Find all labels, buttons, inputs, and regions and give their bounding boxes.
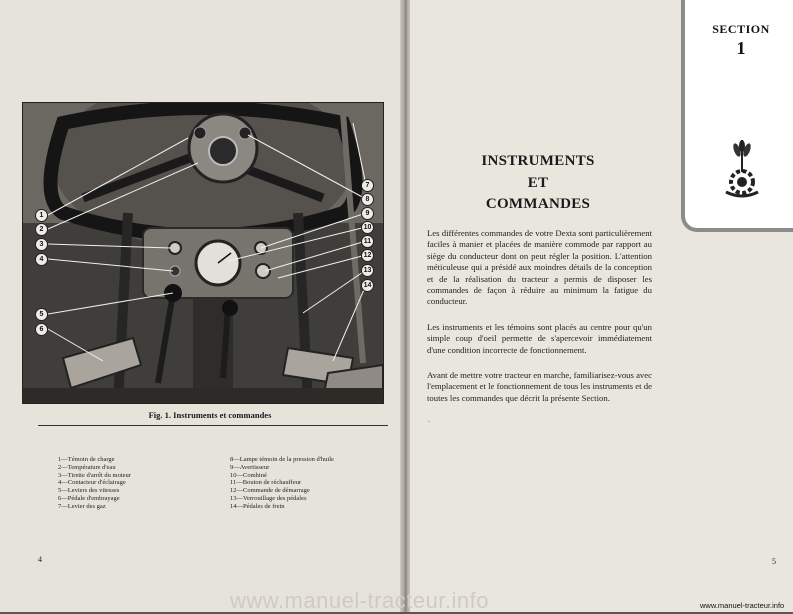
legend-item: 10—Combiné — [230, 471, 267, 479]
legend-item: 3—Tirette d'arrêt du moteur — [58, 471, 131, 479]
callout-5: 5 — [35, 308, 48, 321]
legend-item: 2—Température d'eau — [58, 463, 116, 471]
gear-wheat-emblem-icon — [723, 138, 761, 202]
callout-3: 3 — [35, 238, 48, 251]
legend-item: 6—Pédale d'embrayage — [58, 494, 120, 502]
legend-item: 14—Pédales de frein — [230, 502, 285, 510]
page-number-right: 5 — [772, 557, 776, 566]
legend-column-1 — [58, 456, 131, 511]
section-number: 1 — [736, 38, 746, 58]
legend-item: 11—Bouton de réchauffeur — [230, 479, 302, 487]
section-tab — [681, 0, 793, 232]
title-line: ET — [527, 174, 549, 191]
paragraph-2: Les instruments et les témoins sont placés au centre pour qu'un simple coup d'oeil permette de s'apercevoir immédiatement d'une condition incorrecte de fonctionnement. — [427, 322, 652, 355]
callout-14: 14 — [361, 279, 374, 292]
paragraph-1: Les différentes commandes de votre Dexta sont particulièrement faciles à manier et placées de manière commode par rapport au siège du conducteur dont on peut régler la position. L'attention méticuleuse qui a présidé aux moindres détails de la conception et de la réalisation du tracteur a permis de disposer les commandes de façon à réduire au minimum la fatigue du conducteur. — [427, 228, 652, 307]
legend-item: 1—Témoin de charge — [58, 456, 115, 463]
figure-caption: Fig. 1. Instruments et commandes — [148, 410, 272, 420]
legend-item: 4—Contacteur d'éclairage — [58, 479, 126, 487]
stray-mark: . — [428, 416, 430, 424]
callout-1: 1 — [35, 209, 48, 222]
page-title — [448, 151, 628, 216]
callout-10: 10 — [361, 221, 374, 234]
paragraph-3: Avant de mettre votre tracteur en marche, familiarisez-vous avec l'emplacement et le fonctionnement de tous les instruments et de toutes les commandes que décrit la présente Section. — [427, 370, 652, 403]
callout-13: 13 — [361, 264, 374, 277]
legend-item: 12—Commande de démarrage — [230, 487, 310, 495]
watermark: www.manuel-tracteur.info — [230, 588, 489, 613]
legend-item: 13—Verrouillage des pédales — [230, 494, 307, 502]
footer-url: www.manuel-tracteur.info — [700, 601, 785, 610]
legend-item: 5—Leviers des vitesses — [58, 487, 120, 495]
caption-divider — [38, 425, 388, 426]
title-line: COMMANDES — [485, 196, 591, 212]
dashboard-illustration — [23, 103, 383, 403]
section-label: SECTION — [712, 22, 770, 36]
callout-7: 7 — [361, 179, 374, 192]
callout-11: 11 — [361, 235, 374, 248]
legend-column-2 — [230, 456, 334, 511]
right-page — [410, 0, 793, 612]
legend-item: 8—Lampe témoin de la pression d'huile — [230, 456, 334, 463]
title-line: INSTRUMENTS — [481, 153, 595, 169]
page-number-left: 4 — [38, 555, 42, 564]
callout-12: 12 — [361, 249, 374, 262]
legend-item: 9—Avertisseur — [230, 463, 270, 471]
callout-6: 6 — [35, 323, 48, 336]
callout-2: 2 — [35, 223, 48, 236]
legend-item: 7—Levier des gaz — [58, 502, 106, 510]
callout-4: 4 — [35, 253, 48, 266]
callout-9: 9 — [361, 207, 374, 220]
dashboard-photo — [22, 102, 384, 404]
callout-8: 8 — [361, 193, 374, 206]
